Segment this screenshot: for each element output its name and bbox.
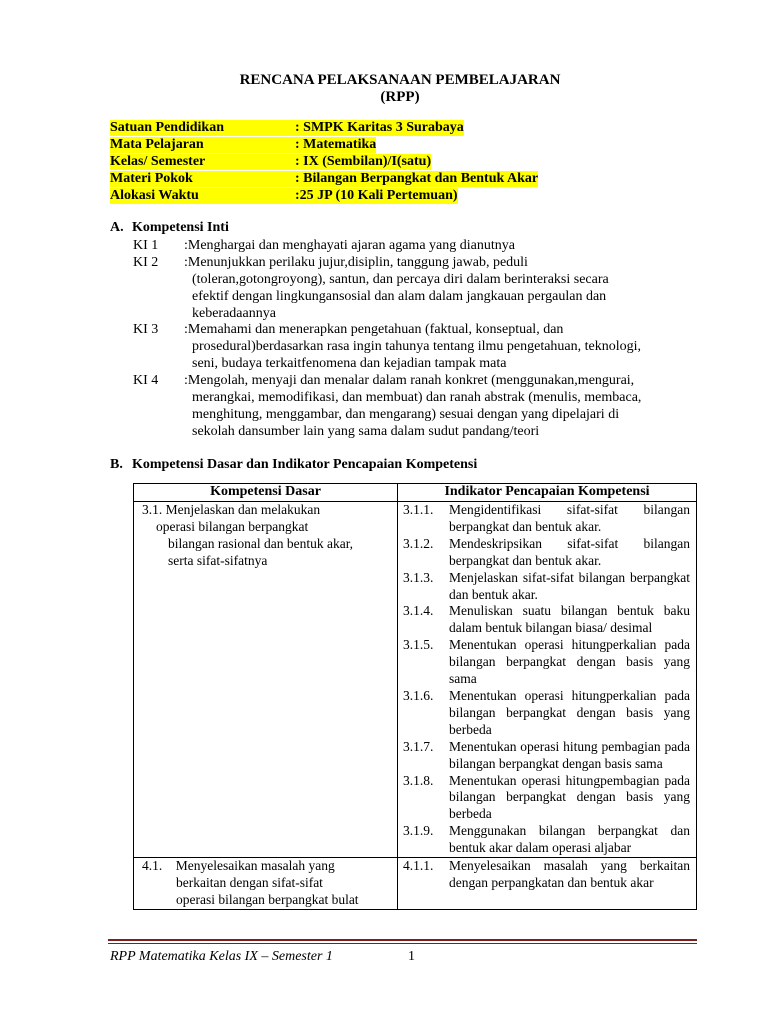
identity-row (110, 171, 538, 187)
ki-line: seni, budaya terkaitfenomena dan kejadian tampak mata (192, 356, 507, 371)
footer-rule-thin (108, 943, 697, 944)
section-letter: B. (110, 457, 123, 472)
indicator-text: Menjelaskan sifat-sifat bilangan berpangkat dan bentuk akar. (449, 569, 690, 602)
section-title: Kompetensi Dasar dan Indikator Pencapaian Kompetensi (132, 457, 478, 472)
ki-line: (toleran,gotongroyong), santun, dan percaya diri dalam berinteraksi secara (192, 272, 609, 287)
identity-label: Alokasi Waktu (110, 188, 199, 203)
ki-line: menghitung, menggambar, dan mengarang) sesuai dengan yang dipelajari di (192, 407, 620, 422)
footer-text: RPP Matematika Kelas IX – Semester 1 (110, 949, 333, 964)
identity-label: Materi Pokok (110, 171, 193, 186)
indicator-number: 3.1.4. (403, 603, 434, 619)
indicator-number: 3.1.1. (403, 502, 434, 517)
indicator-text: Menentukan operasi hitungpembagian pada bilangan berpangkat dengan basis yang berbeda (449, 772, 690, 822)
footer-rule (108, 939, 697, 941)
indicator-number: 3.1.6. (403, 687, 434, 703)
ki-line: :Memahami dan menerapkan pengetahuan (faktual, konseptual, dan (184, 322, 564, 337)
table-header-row (134, 484, 697, 502)
indicator-item (398, 688, 696, 739)
indicator-item (398, 858, 696, 892)
indicator-number: 3.1.8. (403, 772, 434, 788)
kd-line: bilangan rasional dan bentuk akar, (168, 535, 354, 551)
section-title: Kompetensi Inti (132, 220, 229, 235)
identity-row (110, 120, 464, 136)
indicator-number: 3.1.2. (403, 535, 434, 551)
table-header-kd: Kompetensi Dasar (134, 484, 398, 502)
identity-value: :25 JP (10 Kali Pertemuan) (295, 188, 458, 203)
kd-line: operasi bilangan berpangkat bulat (176, 891, 359, 907)
kd-cell (134, 502, 398, 858)
indicator-text: Menentukan operasi hitungperkalian pada bilangan berpangkat dengan basis yang sama (449, 637, 690, 687)
kd-cell (134, 858, 398, 910)
indicator-item (398, 823, 696, 857)
ki-line: :Menghargai dan menghayati ajaran agama yang dianutnya (184, 238, 515, 253)
kd-line: operasi bilangan berpangkat (156, 518, 309, 534)
indicator-text: Mengidentifikasi sifat-sifat bilangan berpangkat dan bentuk akar. (449, 502, 690, 534)
identity-label: Mata Pelajaran (110, 137, 204, 152)
section-b-heading (110, 457, 477, 473)
ki-code: KI 2 (133, 255, 159, 270)
ki-code: KI 1 (133, 238, 159, 253)
indicator-number: 3.1.9. (403, 823, 434, 839)
page-number: 1 (408, 949, 415, 964)
indicator-item (398, 773, 696, 824)
identity-label: Satuan Pendidikan (110, 120, 224, 135)
section-letter: A. (110, 220, 124, 235)
indicator-cell (398, 858, 697, 910)
kd-line: serta sifat-sifatnya (168, 552, 268, 568)
identity-value: : Bilangan Berpangkat dan Bentuk Akar (295, 171, 539, 186)
identity-label: Kelas/ Semester (110, 154, 206, 169)
document-title: RENCANA PELAKSANAAN PEMBELAJARAN (239, 72, 561, 88)
table-row (134, 858, 697, 910)
indicator-item (398, 603, 696, 637)
indicator-number: 3.1.5. (403, 637, 434, 653)
indicator-item (398, 536, 696, 570)
indicator-item (398, 739, 696, 773)
ki-line: :Mengolah, menyaji dan menalar dalam ranah konkret (menggunakan,mengurai, (184, 373, 635, 388)
indicator-cell (398, 502, 697, 858)
document-subtitle: (RPP) (380, 89, 420, 105)
indicator-text: Menentukan operasi hitung pembagian pada bilangan berpangkat dengan basis sama (449, 738, 690, 771)
indicator-item (398, 637, 696, 688)
kd-line: berkaitan dengan sifat-sifat (176, 874, 323, 890)
identity-value: : IX (Sembilan)/I(satu) (295, 154, 432, 169)
indicator-text: Menentukan operasi hitungperkalian pada bilangan berpangkat dengan basis yang berbeda (449, 687, 690, 737)
section-a-heading (110, 220, 229, 236)
indicator-number: 3.1.7. (403, 738, 434, 754)
ki-line: :Menunjukkan perilaku jujur,disiplin, tanggung jawab, peduli (184, 255, 528, 270)
table-row (134, 502, 697, 858)
table-header-indicator: Indikator Pencapaian Kompetensi (398, 484, 697, 502)
indicator-item (398, 570, 696, 604)
identity-value: : Matematika (295, 137, 377, 152)
ki-code: KI 4 (133, 373, 159, 388)
identity-row (110, 154, 431, 170)
indicator-text: Menggunakan bilangan berpangkat dan bentuk akar dalam operasi aljabar (449, 823, 690, 856)
indicator-text: Menuliskan suatu bilangan bentuk baku dalam bentuk bilangan biasa/ desimal (449, 603, 690, 636)
indicator-text: Mendeskripsikan sifat-sifat bilangan berpangkat dan bentuk akar. (449, 535, 690, 568)
ki-line: prosedural)berdasarkan rasa ingin tahunya tentang ilmu pengetahuan, teknologi, (192, 339, 642, 354)
kd-line: 4.1. Menyelesaikan masalah yang (142, 858, 335, 874)
ki-code: KI 3 (133, 322, 159, 337)
indicator-item (398, 502, 696, 536)
identity-value: : SMPK Karitas 3 Surabaya (295, 120, 464, 135)
competency-table (133, 483, 697, 910)
kd-line: 3.1. Menjelaskan dan melakukan (142, 502, 321, 517)
ki-line: efektif dengan lingkungansosial dan alam dalam jangkauan pergaulan dan (192, 289, 607, 304)
indicator-number: 3.1.3. (403, 569, 434, 585)
ki-line: sekolah dansumber lain yang sama dalam sudut pandang/teori (192, 424, 540, 439)
indicator-text: Menyelesaikan masalah yang berkaitan dengan perpangkatan dan bentuk akar (449, 858, 690, 890)
identity-row (110, 188, 458, 204)
identity-row (110, 137, 376, 153)
ki-line: keberadaannya (192, 306, 276, 321)
ki-line: merangkai, memodifikasi, dan membuat) dan ranah abstrak (menulis, membaca, (192, 390, 642, 405)
indicator-number: 4.1.1. (403, 858, 434, 874)
